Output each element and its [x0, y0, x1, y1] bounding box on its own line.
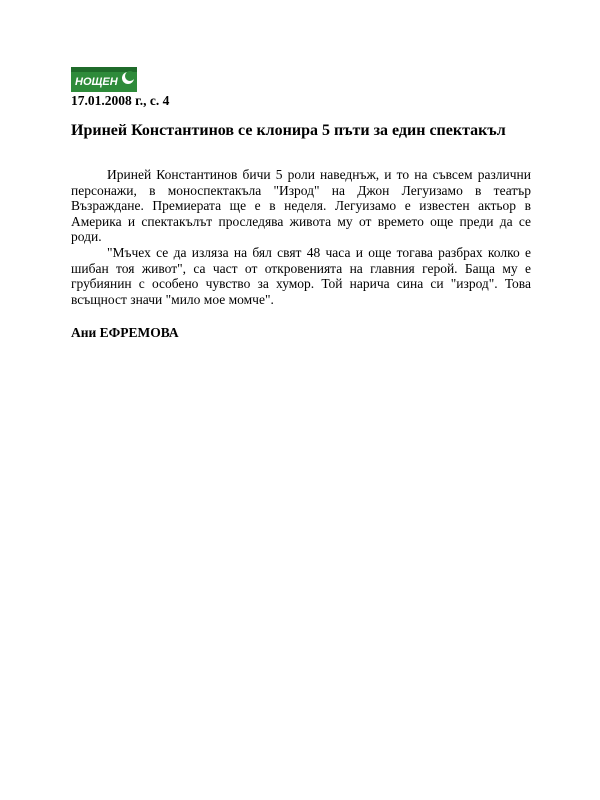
- logo-stripe: [71, 67, 137, 72]
- newspaper-logo: [71, 67, 137, 92]
- dateline: 17.01.2008 г., с. 4: [71, 93, 170, 108]
- article-author: Ани ЕФРЕМОВА: [71, 325, 179, 340]
- article-paragraph: "Мъчех се да изляза на бял свят 48 часа и още тогава разбрах колко е шибан тоя живот", са част от откровенията на главния герой. Баща му е грубиянин с особено чувство за хумор. Той нарича сина си "изрод". Това всъщност значи "мило мое момче".: [71, 244, 531, 307]
- article-headline: Ириней Константинов се клонира 5 пъти за един спектакъл: [71, 122, 506, 139]
- article-body: [71, 167, 531, 307]
- logo-text: НОЩЕН: [75, 76, 118, 88]
- article-paragraph: Ириней Константинов бичи 5 роли наведнъж, и то на съвсем различни персонажи, в моноспектакъла "Изрод" на Джон Легуизамо в театър Възраждане. Премиерата ще е в неделя. Легуизамо е известен актьор в Америка и спектакълът проследява живота му от времето още преди да се роди.: [71, 167, 531, 245]
